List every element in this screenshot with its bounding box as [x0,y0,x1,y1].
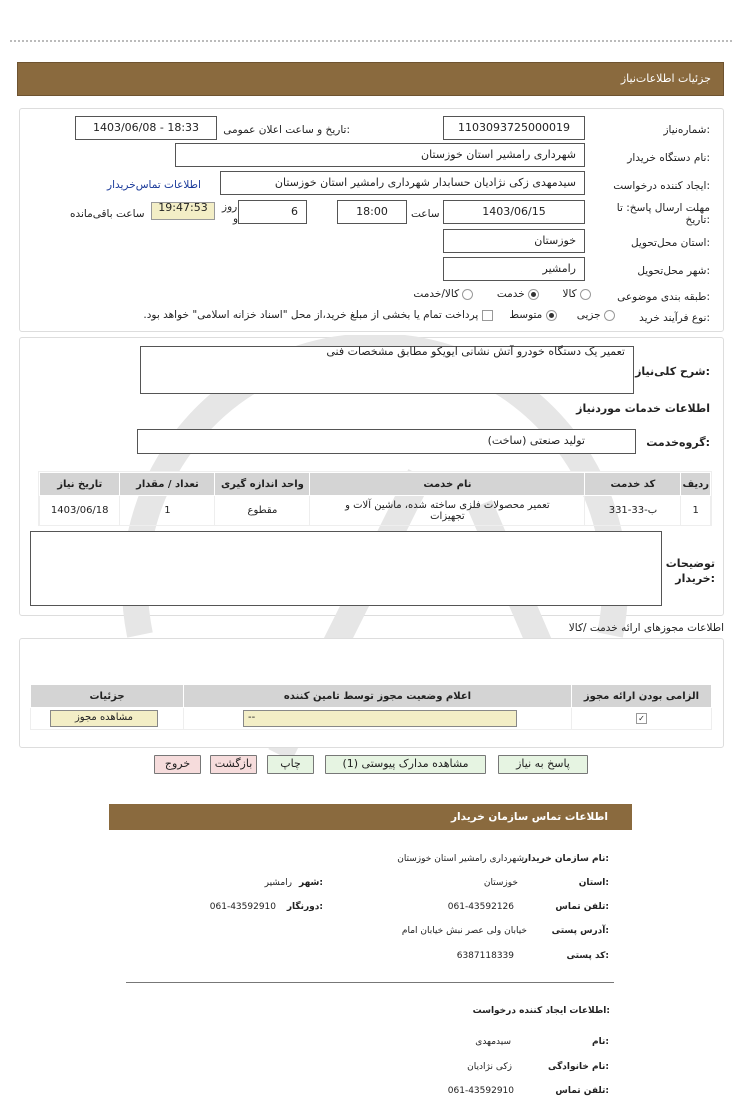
creator-label: ایجاد کننده درخواست: [613,180,710,192]
creator-name-label: نام: [592,1037,609,1047]
table-row [31,708,712,730]
row-name: تعمیر محصولات فلزی ساخته شده، ماشین آلات و تجهیزات [310,496,585,526]
days-field: 6 [238,200,307,224]
process-partial-radio[interactable] [604,310,615,321]
service-table-wrap [38,471,712,526]
creator-field: سیدمهدی زکی نژادیان حسابدار شهرداری رامشیر استان خوزستان [220,171,585,195]
category-goods-service-radio[interactable] [462,289,473,300]
contact-province-label: استان: [578,878,609,888]
col-permit-required: الزامی بودن ارائه مجوز [572,685,712,708]
col-name: نام خدمت [310,473,585,496]
category-service-radio[interactable] [528,289,539,300]
permit-status-input[interactable]: -- [243,710,517,727]
province-label: استان محل‌تحویل: [630,237,710,249]
contact-address: خیابان ولی عصر نبش خیابان امام [401,926,527,936]
contact-province: خوزستان [483,878,518,888]
col-index: ردیف [681,473,711,496]
service-table-header [40,473,711,496]
process-options [143,309,615,321]
creator-family-label: نام خانوادگی: [547,1062,609,1072]
description-label: شرح کلی‌نیاز: [635,365,710,378]
contact-fax: 061-43592910 [209,902,276,912]
buyer-notes-label: توضیحات خریدار: [665,557,715,585]
contact-org-label: نام سازمان خریدار: [522,854,609,864]
contact-fax-label: دورنگار: [286,902,323,912]
top-divider [10,40,732,42]
view-permit-button[interactable]: مشاهده مجوز [50,710,158,727]
contact-city: رامشیر [264,878,292,888]
contact-postal: 6387118339 [456,951,514,961]
contact-phone-label: تلفن تماس: [555,902,609,912]
city-label: شهر محل‌تحویل: [637,265,710,277]
contact-title: اطلاعات تماس سازمان خریدار [451,811,608,823]
service-group-field: تولید صنعتی (ساخت) [137,429,636,454]
exit-button[interactable]: خروج [154,755,201,774]
and-label: و [233,213,239,225]
table-row [40,496,711,526]
permits-table-header [31,685,712,708]
contact-org: شهرداری رامشیر استان خوزستان [397,854,524,864]
announce-label: تاریخ و ساعت اعلان عمومی: [223,124,350,136]
contact-address-label: آدرس پستی: [551,926,609,936]
creator-phone: 061-43592910 [447,1086,514,1096]
description-field: تعمیر یک دستگاه خودرو آتش نشانی ایویکو مطابق مشخصات فنی [140,346,634,394]
need-number-label: شماره‌نیاز: [663,124,710,136]
contact-divider [126,982,614,983]
permits-table-wrap [30,684,712,726]
permit-status-cell [184,708,572,730]
service-group-label: گروه‌خدمت: [646,436,710,449]
process-label: نوع فرآیند خرید: [639,312,710,324]
page-title: جزئیات اطلاعات‌نیاز [620,72,711,85]
page-header [17,62,724,96]
col-date: تاریخ نیاز [40,473,120,496]
process-medium-label: متوسط [509,309,543,321]
row-qty: 1 [120,496,215,526]
service-table [39,472,711,526]
col-unit: واحد اندازه گیری [215,473,310,496]
deadline-label-date: تاریخ: [685,214,710,226]
category-service-label: خدمت [496,288,525,300]
contact-header [109,804,632,830]
col-permit-details: جزئیات [31,685,184,708]
process-partial-label: جزیی [576,309,601,321]
deadline-label: مهلت ارسال پاسخ: تا [616,202,710,214]
category-goods-label: کالا [562,288,577,300]
permit-required-checkbox: ✓ [636,713,647,724]
reply-button[interactable]: پاسخ به نیاز [498,755,588,774]
col-qty: تعداد / مقدار [120,473,215,496]
process-medium-radio[interactable] [546,310,557,321]
category-label: طبقه بندی موضوعی: [617,291,710,303]
row-date: 1403/06/18 [40,496,120,526]
contact-city-label: شهر: [299,878,323,888]
payment-note: پرداخت تمام یا بخشی از مبلغ خرید،از محل "اسناد خزانه اسلامی" خواهد بود. [143,309,479,321]
announce-field: 1403/06/08 - 18:33 [75,116,217,140]
back-button[interactable]: بازگشت [210,755,257,774]
print-button[interactable]: چاپ [267,755,314,774]
buyer-org-label: نام دستگاه خریدار: [627,152,710,164]
category-goods-radio[interactable] [580,289,591,300]
permit-details-cell [31,708,184,730]
row-unit: مقطوع [215,496,310,526]
row-index: 1 [681,496,711,526]
treasury-checkbox[interactable] [482,310,493,321]
services-title: اطلاعات خدمات موردنیاز [576,402,710,415]
permits-title: اطلاعات مجوزهای ارائه خدمت /کالا [568,622,724,634]
contact-postal-label: کد پستی: [566,951,609,961]
category-options [413,288,591,300]
creator-name: سیدمهدی [475,1037,511,1047]
buyer-contact-link[interactable]: اطلاعات تماس‌خریدار [107,179,201,191]
creator-phone-label: تلفن تماس: [555,1086,609,1096]
creator-info-title: اطلاعات ایجاد کننده درخواست: [472,1006,610,1016]
col-permit-status: اعلام وضعیت مجوز توسط تامین کننده [184,685,572,708]
province-field: خوزستان [443,229,585,253]
permits-table [30,684,712,730]
col-code: کد خدمت [585,473,681,496]
buyer-org-field: شهرداری رامشیر استان خوزستان [175,143,585,167]
attachments-button[interactable]: مشاهده مدارک پیوستی (1) [325,755,486,774]
permit-required-cell [572,708,712,730]
creator-family: زکی نژادیان [467,1062,512,1072]
remaining-time-field: 19:47:53 [151,202,215,220]
time-label: ساعت [411,208,440,220]
deadline-date-field: 1403/06/15 [443,200,585,224]
city-field: رامشیر [443,257,585,281]
contact-phone: 061-43592126 [447,902,514,912]
category-goods-service-label: کالا/خدمت [413,288,460,300]
need-number-field: 1103093725000019 [443,116,585,140]
remaining-label: ساعت باقی‌مانده [70,208,145,220]
row-code: ب-33-331 [585,496,681,526]
buyer-notes-field [30,531,662,606]
deadline-time-field: 18:00 [337,200,407,224]
day-label: روز [222,201,238,213]
